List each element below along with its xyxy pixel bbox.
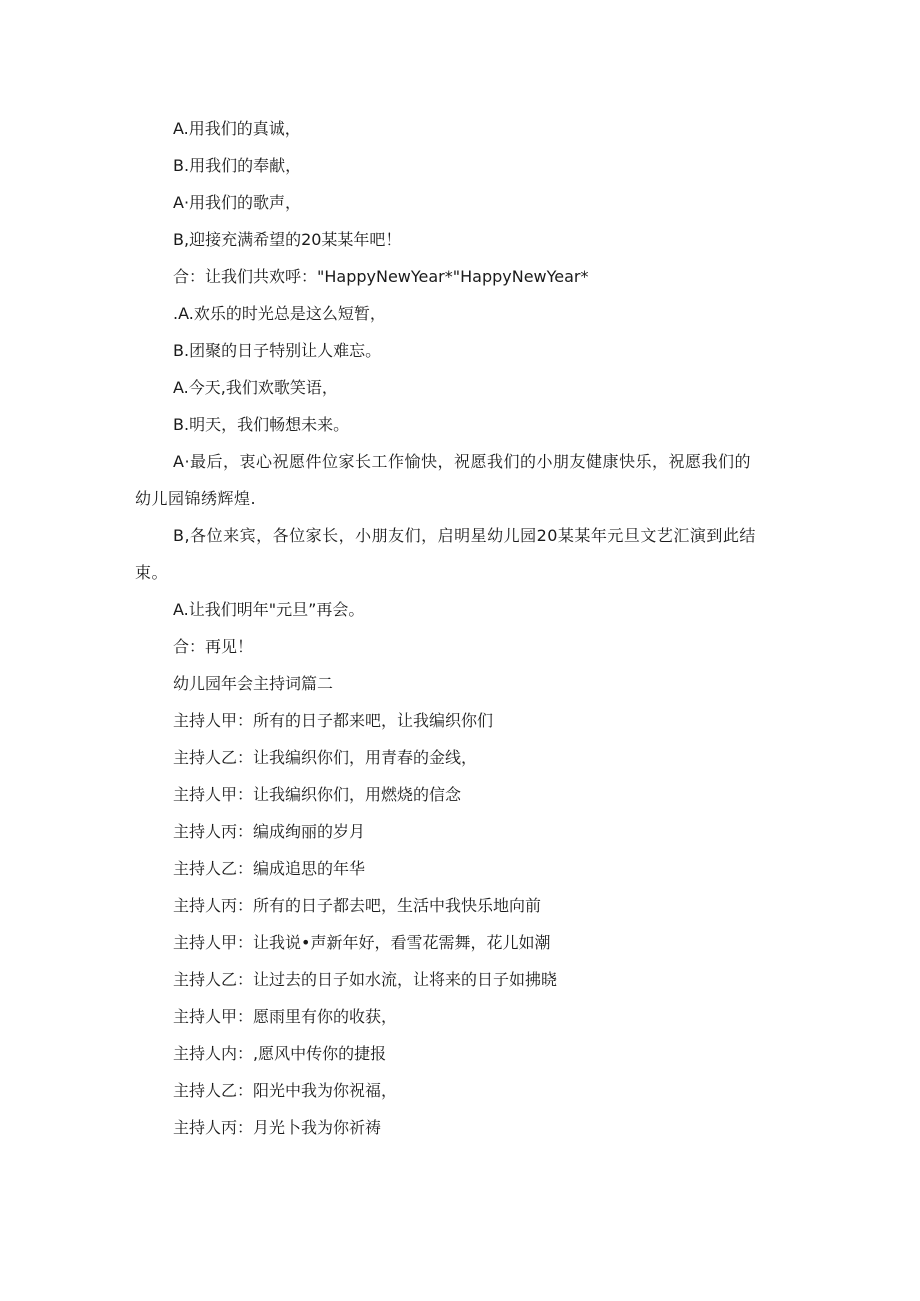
text-line: 主持人甲：让我说•声新年好，看雪花需舞，花儿如潮 xyxy=(173,933,551,952)
text-line: B.用我们的奉献， xyxy=(173,156,302,175)
text-line: 主持人丙：月光卜我为你祈祷 xyxy=(173,1118,382,1137)
text-line: 主持人乙：让过去的日子如水流，让将来的日子如拂晓 xyxy=(173,970,558,989)
paragraph-closing-announcement xyxy=(135,525,775,583)
paragraph-line: 幼儿园锦绣辉煌. xyxy=(135,489,257,508)
text-line: 主持人乙：阳光中我为你祝福， xyxy=(173,1081,398,1100)
text-line: A·用我们的歌声， xyxy=(173,193,302,212)
text-line: 主持人甲：让我编织你们，用燃烧的信念 xyxy=(173,785,462,804)
paragraph-line: 束。 xyxy=(135,563,169,582)
text-line: 主持人丙：编成绚丽的岁月 xyxy=(173,822,366,841)
text-line: 合：再见！ xyxy=(173,637,254,656)
text-line: 合：让我们共欢呼："HappyNewYear*"HappyNewYear* xyxy=(173,267,589,286)
paragraph-line: A·最后，衷心祝愿件位家长工作愉快，祝愿我们的小朋友健康快乐，祝愿我们的 xyxy=(173,452,752,471)
text-line: B,迎接充满希望的20某某年吧！ xyxy=(173,230,402,249)
text-line: B.明天，我们畅想未来。 xyxy=(173,415,350,434)
text-line: 主持人丙：所有的日子都去吧，生活中我快乐地向前 xyxy=(173,896,542,915)
text-line: 主持人甲：所有的日子都来吧，让我编织你们 xyxy=(173,711,494,730)
text-line: 主持人甲：愿雨里有你的收获， xyxy=(173,1007,398,1026)
section-heading: 幼儿园年会主持词篇二 xyxy=(173,674,334,693)
text-line: .A.欢乐的时光总是这么短暂， xyxy=(173,304,386,323)
paragraph-line: B,各位来宾，各位家长，小朋友们，启明星幼儿园20某某年元旦文艺汇演到此结 xyxy=(173,526,756,545)
text-line: A.今天,我们欢歌笑语， xyxy=(173,378,338,397)
text-line: 主持人乙：编成追思的年华 xyxy=(173,859,366,878)
document-body xyxy=(135,118,775,1154)
paragraph-closing-wishes xyxy=(135,451,775,509)
text-line: 主持人乙：让我编织你们，用青春的金线， xyxy=(173,748,478,767)
text-line: A.用我们的真诚， xyxy=(173,119,301,138)
text-line: A.让我们明年"元旦”再会。 xyxy=(173,600,365,619)
text-line: 主持人内：,愿风中传你的捷报 xyxy=(173,1044,387,1063)
text-line: B.团聚的日子特别让人难忘。 xyxy=(173,341,382,360)
